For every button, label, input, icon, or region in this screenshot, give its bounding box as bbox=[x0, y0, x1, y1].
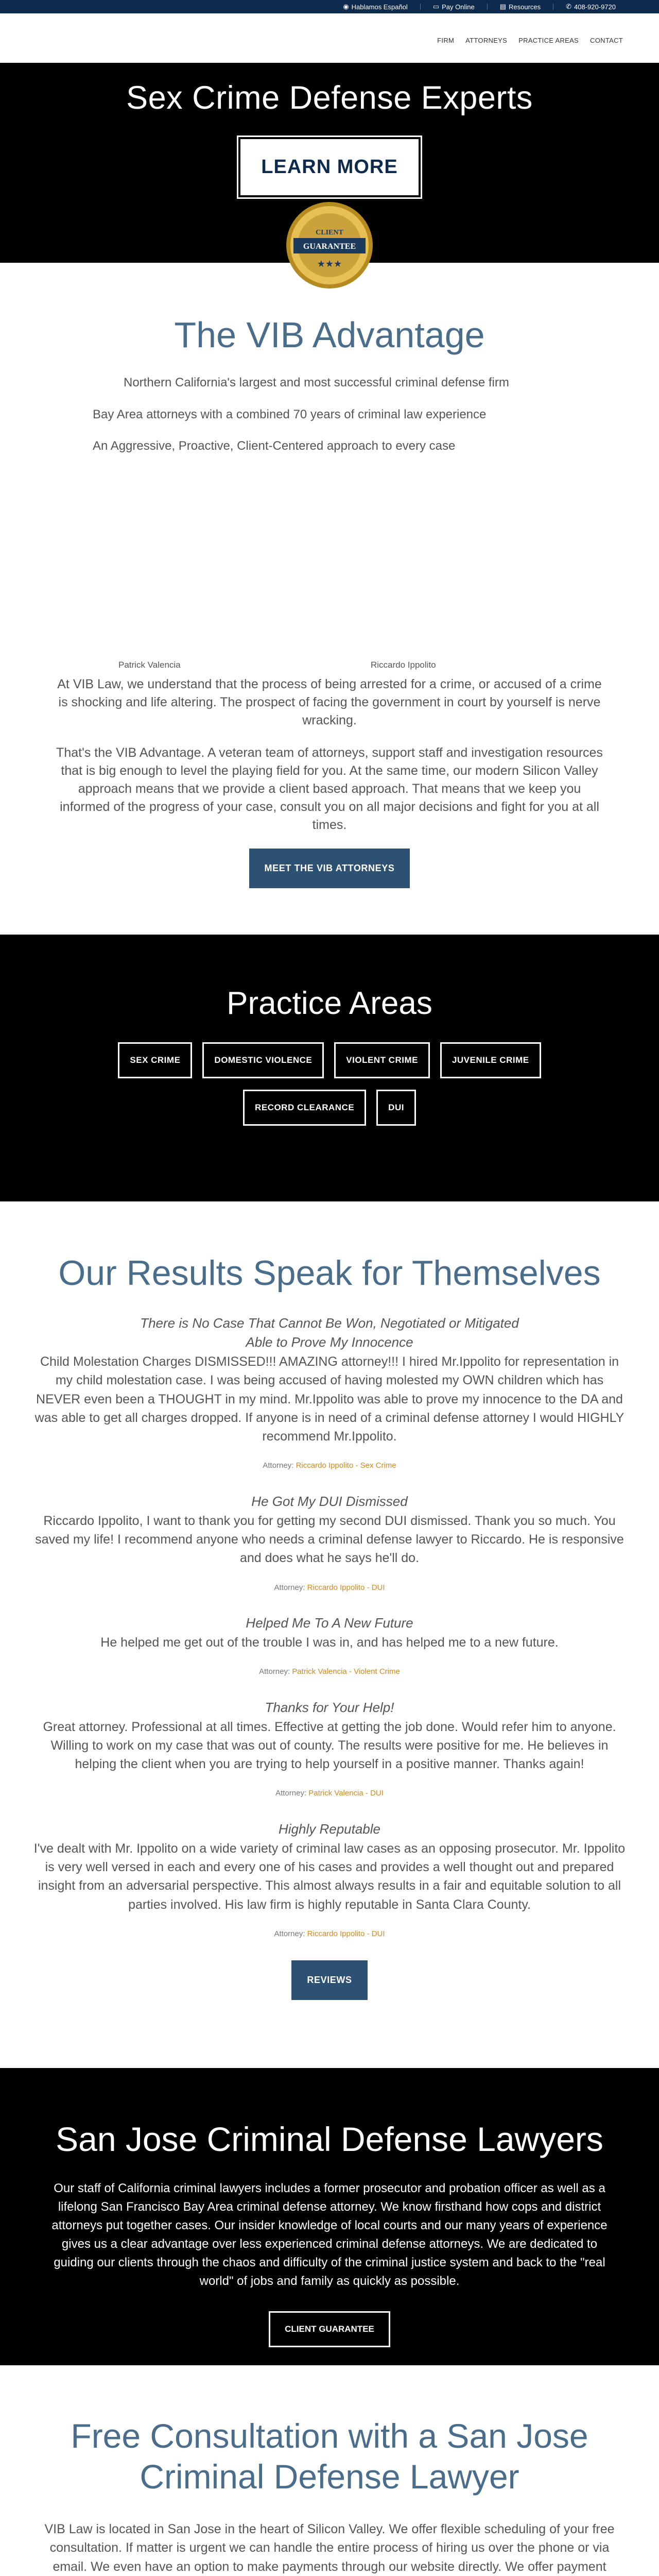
photo-caption: Riccardo Ippolito bbox=[371, 659, 436, 670]
review-title: There is No Case That Cannot Be Won, Negotiated or Mitigated bbox=[140, 1315, 519, 1331]
review-attribution: Attorney: Patrick Valencia - DUI bbox=[275, 1789, 384, 1798]
review-title: Highly Reputable bbox=[278, 1821, 380, 1837]
badge-top-text: CLIENT bbox=[316, 229, 343, 236]
violent-crime-button[interactable]: VIOLENT CRIME bbox=[334, 1042, 430, 1078]
reviews-button[interactable]: REVIEWS bbox=[291, 1960, 367, 2000]
nav-firm[interactable]: FIRM bbox=[437, 37, 455, 44]
attorney-link[interactable]: Patrick Valencia - DUI bbox=[308, 1789, 384, 1798]
attorney-link[interactable]: Riccardo Ippolito - Sex Crime bbox=[296, 1461, 396, 1470]
review-text: Riccardo Ippolito, I want to thank you for getting my second DUI dismissed. Thank you so much. You saved my life! I recommend anyone who needs a criminal defense lawyer to Riccardo. He is responsive and does what he says he'll do. bbox=[35, 1513, 624, 1566]
phone-link[interactable]: ✆ 408-920-9720 bbox=[566, 3, 616, 11]
section-title: Free Consultation with a San Jose Criminal Defense Lawyer bbox=[71, 2416, 588, 2496]
review-title: Thanks for Your Help! bbox=[265, 1700, 394, 1716]
san-jose-lawyers bbox=[0, 2068, 659, 2365]
sj-text: Our staff of California criminal lawyers includes a former prosecutor and probation officer as well as a lifelong San Francisco Bay Area criminal defense attorney. We know firsthand how cops and district attorneys put together cases. Our insider knowledge of local courts and our many years of experience gives us a clear advantage over less experienced criminal defense attorneys. We are dedicated to guiding our clients through the chaos and difficulty of the criminal justice system and back to the "real world" of jobs and family as quickly as possible. bbox=[51, 2181, 608, 2288]
client-guarantee-badge bbox=[285, 201, 374, 290]
advantage-body bbox=[51, 675, 608, 834]
results-section bbox=[0, 1201, 659, 2000]
resources-link[interactable]: ▤ Resources bbox=[499, 3, 541, 11]
review bbox=[33, 1698, 626, 1799]
record-clearance-button[interactable]: RECORD CLEARANCE bbox=[243, 1090, 366, 1126]
section-title: Our Results Speak for Themselves bbox=[58, 1253, 601, 1293]
practice-areas bbox=[0, 935, 659, 1201]
review-text: He helped me get out of the trouble I was in, and has helped me to a new future. bbox=[100, 1635, 559, 1650]
review-attribution: Attorney: Riccardo Ippolito - Sex Crime bbox=[263, 1461, 396, 1470]
dui-button[interactable]: DUI bbox=[376, 1090, 416, 1126]
logo[interactable] bbox=[31, 21, 129, 52]
section-title: San Jose Criminal Defense Lawyers bbox=[56, 2120, 603, 2158]
attorney-link[interactable]: Riccardo Ippolito - DUI bbox=[307, 1929, 385, 1938]
domestic-violence-button[interactable]: DOMESTIC VIOLENCE bbox=[202, 1042, 324, 1078]
learn-more-button[interactable]: LEARN MORE bbox=[238, 137, 420, 197]
badge-bottom-text: GUARANTEE bbox=[303, 242, 356, 251]
utility-bar bbox=[0, 0, 659, 13]
phone-icon: ✆ bbox=[566, 3, 572, 10]
photo-caption: Patrick Valencia bbox=[118, 659, 181, 670]
star-icon: ★★★ bbox=[317, 259, 342, 269]
spanish-link[interactable]: ◉ Hablamos Español bbox=[343, 3, 408, 11]
attorney-photos bbox=[46, 469, 613, 675]
review-text: I've dealt with Mr. Ippolito on a wide variety of criminal law cases as an opposing prosecutor. Mr. Ippolito is very well versed in each and every one of his cases and provides a well thought out and prepared insight from an adversarial perspective. This almost always results in a fair and equitable solution to all parties involved. His law firm is highly reputable in Santa Clara County. bbox=[33, 1841, 626, 1912]
review-subtitle: Able to Prove My Innocence bbox=[246, 1334, 413, 1350]
globe-icon: ◉ bbox=[343, 3, 349, 10]
review-attribution: Attorney: Riccardo Ippolito - DUI bbox=[274, 1583, 385, 1592]
advantage-point: Bay Area attorneys with a combined 70 years of criminal law experience bbox=[93, 407, 487, 421]
practice-row bbox=[0, 1042, 659, 1078]
main-nav bbox=[437, 37, 623, 44]
nav-practice-areas[interactable]: PRACTICE AREAS bbox=[518, 37, 579, 44]
advantage-point: Northern California's largest and most successful criminal defense firm bbox=[124, 376, 509, 389]
review bbox=[33, 1314, 626, 1471]
meet-attorneys-button[interactable]: MEET THE VIB ATTORNEYS bbox=[249, 849, 410, 888]
free-consultation bbox=[0, 2365, 659, 2576]
review-title: He Got My DUI Dismissed bbox=[251, 1494, 408, 1510]
hero-title: Sex Crime Defense Experts bbox=[126, 80, 533, 116]
attorney-link[interactable]: Patrick Valencia - Violent Crime bbox=[292, 1667, 400, 1676]
review-attribution: Attorney: Riccardo Ippolito - DUI bbox=[274, 1929, 385, 1938]
vib-advantage bbox=[0, 263, 659, 888]
body-paragraph: That's the VIB Advantage. A veteran team of attorneys, support staff and investigation resources that is big enough to level the playing field for you. At the same time, our modern Silicon Valley approach means that we provide a client based approach. That means that we keep you informed of the progress of your case, consult you on all major decisions and fight for you at all times. bbox=[56, 745, 603, 832]
review-title: Helped Me To A New Future bbox=[246, 1615, 413, 1631]
review bbox=[33, 1820, 626, 1939]
body-paragraph: At VIB Law, we understand that the process of being arrested for a crime, or accused of a crime is shocking and life altering. The prospect of facing the government in court by yourself is nerve wracking. bbox=[57, 676, 602, 727]
client-guarantee-button[interactable]: CLIENT GUARANTEE bbox=[269, 2311, 390, 2347]
review bbox=[33, 1492, 626, 1593]
card-icon: ▭ bbox=[432, 3, 440, 10]
nav-contact[interactable]: CONTACT bbox=[590, 37, 623, 44]
site-header bbox=[0, 13, 659, 63]
practice-row bbox=[0, 1090, 659, 1126]
book-icon: ▤ bbox=[499, 3, 506, 10]
section-title: The VIB Advantage bbox=[174, 315, 485, 355]
nav-attorneys[interactable]: ATTORNEYS bbox=[465, 37, 508, 44]
advantage-point: An Aggressive, Proactive, Client-Centered approach to every case bbox=[93, 439, 456, 453]
section-title: Practice Areas bbox=[227, 985, 432, 1021]
juvenile-crime-button[interactable]: JUVENILE CRIME bbox=[440, 1042, 541, 1078]
attorney-link[interactable]: Riccardo Ippolito - DUI bbox=[307, 1583, 385, 1592]
advantage-list bbox=[72, 374, 587, 455]
review-text: Child Molestation Charges DISMISSED!!! AMAZING attorney!!! I hired Mr.Ippolito for representation in my child molestation case. I was being accused of having molested my OWN children which has NEVER even been a THOUGHT in my mind. Mr.Ippolito was able to prove my innocence to the DA and was able to get all charges dropped. If anyone is in need of a criminal defense attorney I would HIGHLY recommend Mr.Ippolito. bbox=[34, 1354, 625, 1444]
consultation-text: VIB Law is located in San Jose in the heart of Silicon Valley. We offer flexible scheduling of your free consultation. If matter is urgent we can handle the entire process of hiring us over the phone or via email. We even have an option to make payments through our website directly. We offer payment bbox=[44, 2522, 615, 2574]
review bbox=[33, 1614, 626, 1677]
review-text: Great attorney. Professional at all times. Effective at getting the job done. Would refer him to anyone. Willing to work on my case that was out of county. The results were positive for me. He believes in helping the client when you are trying to help yourself in a positive manner. Thanks again! bbox=[43, 1719, 616, 1772]
review-attribution: Attorney: Patrick Valencia - Violent Crime bbox=[259, 1667, 400, 1676]
pay-online-link[interactable]: ▭ Pay Online bbox=[432, 3, 475, 11]
sex-crime-button[interactable]: SEX CRIME bbox=[118, 1042, 192, 1078]
